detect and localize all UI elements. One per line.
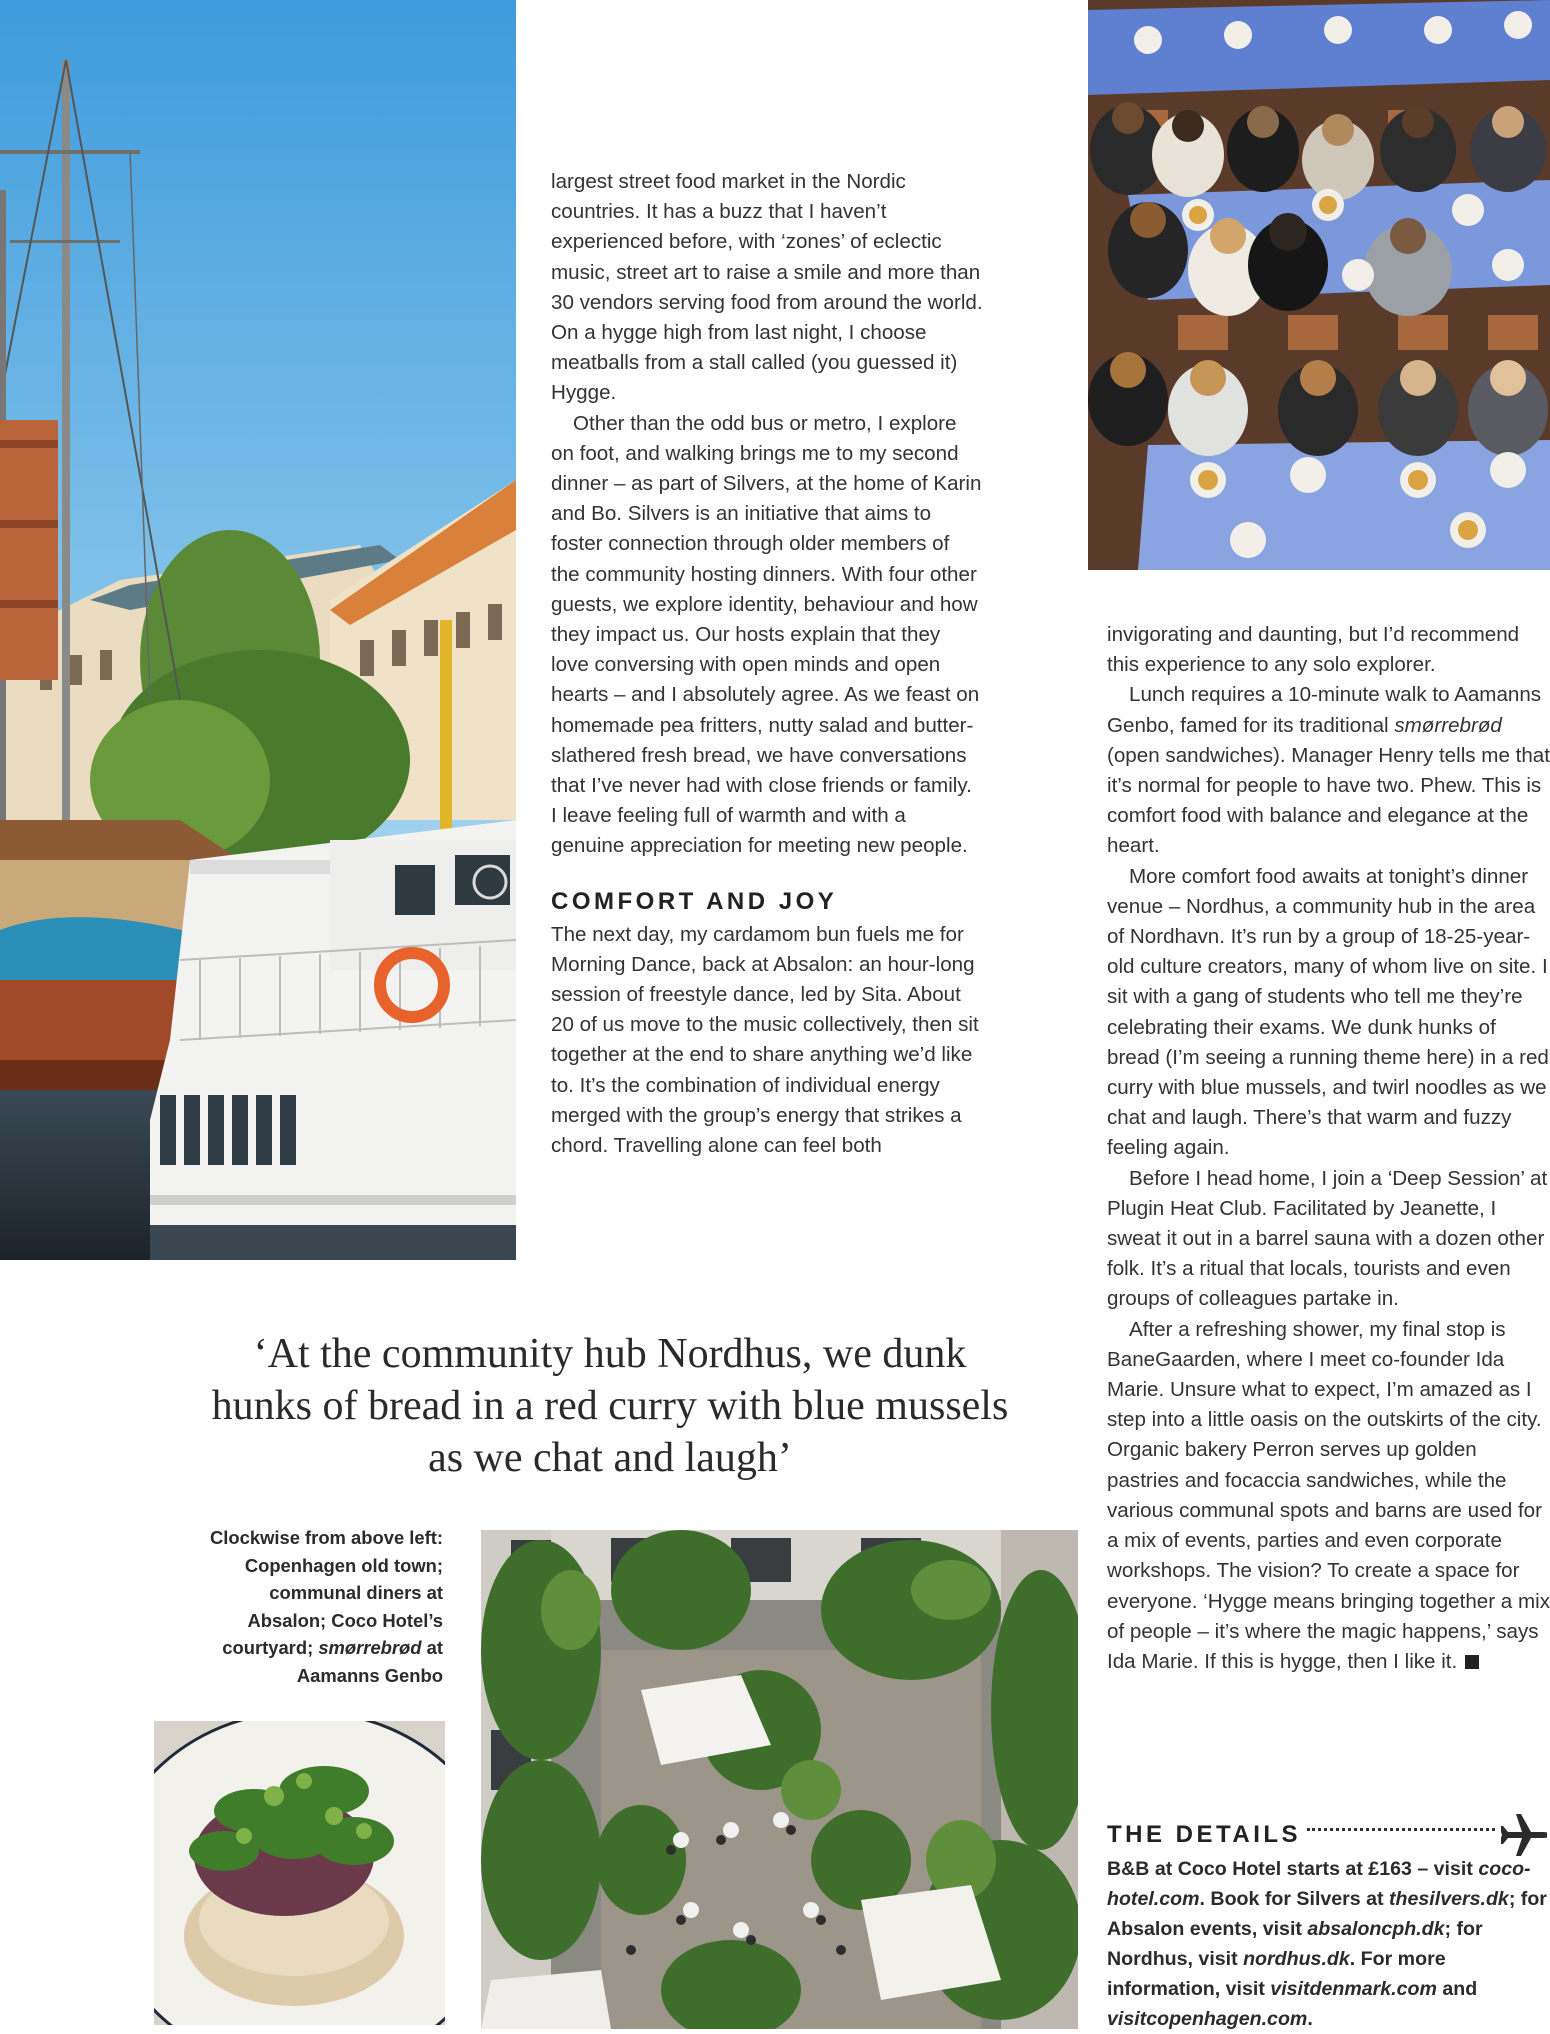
courtyard-photo — [481, 1530, 1078, 2029]
link-silvers[interactable]: thesilvers.dk — [1389, 1888, 1509, 1910]
body-paragraph: Lunch requires a 10-minute walk to Aamanns Genbo, famed for its traditional smørrebrød (open sandwiches). Manager Henry tells me that it’s normal for people to have two. Phew. This is comfort food with balance and elegance at the heart. — [1107, 683, 1550, 858]
body-paragraph: Before I head home, I join a ‘Deep Session’ at Plugin Heat Club. Facilitated by Jeanette, I sweat it out in a barrel sauna with a dozen other folk. It’s a ritual that locals, tourists and even groups of colleagues partake in. — [1107, 1166, 1548, 1311]
link-absalon[interactable]: absaloncph.dk — [1307, 1918, 1445, 1940]
diners-photo — [1088, 0, 1550, 570]
italic-term: smørrebrød — [1394, 713, 1502, 737]
dotted-leader — [1307, 1828, 1495, 1831]
link-visitcopenhagen[interactable]: visitcopenhagen.com — [1107, 2008, 1308, 2030]
details-heading: THE DETAILS — [1107, 1821, 1302, 1848]
link-coco-hotel[interactable]: coco-hotel.com — [1107, 1858, 1531, 1910]
pull-quote: ‘At the community hub Nordhus, we dunk hunks of bread in a red curry with blue mussels as we chat and laugh’ — [211, 1331, 1009, 1481]
photo-caption: Clockwise from above left: Copenhagen old town; communal diners at Absalon; Coco Hotel’s courtyard; smørrebrød at Aamanns Genbo — [209, 1527, 443, 1686]
body-paragraph: invigorating and daunting, but I’d recommend this experience to any solo explorer. — [1107, 623, 1520, 677]
body-paragraph: The next day, my cardamom bun fuels me for Morning Dance, back at Absalon: an hour-long session of freestyle dance, led by Sita. About 20 of us move to the music collectively, then sit together at the end to share anything we’d like to. It’s the combination of individual energy merged with the group’s energy that strikes a chord. Travelling alone can feel both — [551, 922, 979, 1158]
food-photo — [154, 1721, 445, 2025]
body-paragraph: Other than the odd bus or metro, I explore on foot, and walking brings me to my second dinner – as part of Silvers, at the home of Karin and Bo. Silvers is an initiative that aims to foster connection through older members of the community hosting dinners. With four other guests, we explore identity, behaviour and how they impact us. Our hosts explain that they love conversing with open minds and open hearts – and I absolutely agree. As we feast on homemade pea fritters, nutty salad and butter-slathered fresh bread, we have conversations that I’ve never had with close friends or family. I leave feeling full of warmth and with a genuine appreciation for meeting new people. — [551, 411, 982, 858]
hero-photo — [0, 0, 516, 1260]
body-paragraph: After a refreshing shower, my final stop is BaneGaarden, where I meet co-founder Ida Marie. Unsure what to expect, I’m amazed as I step into a little oasis on the outskirts of the city. Organic bakery Perron serves up golden pastries and focaccia sandwiches, while the various communal spots and barns are used for a mix of events, parties and even corporate workshops. The vision? To create a space for everyone. ‘Hygge means bringing together a mix of people – it’s where the magic happens,’ says Ida Marie. If this is hygge, then I like it. — [1107, 1317, 1550, 1673]
body-paragraph: More comfort food awaits at tonight’s dinner venue – Nordhus, a community hub in the area of Nordhavn. It’s run by a group of 18-25-year-old culture creators, many of whom live on site. I sit with a gang of students who tell me they’re celebrating their exams. We dunk hunks of bread (I’m seeing a running theme here) in a red curry with blue mussels, and twirl noodles as we chat and laugh. There’s that warm and fuzzy feeling again. — [1107, 864, 1549, 1160]
link-nordhus[interactable]: nordhus.dk — [1243, 1948, 1350, 1970]
section-heading: COMFORT AND JOY — [551, 887, 838, 915]
end-mark-icon — [1465, 1655, 1479, 1669]
article-column-2 — [1107, 620, 1550, 1677]
link-visitdenmark[interactable]: visitdenmark.com — [1270, 1978, 1437, 2000]
details-body: B&B at Coco Hotel starts at £163 – visit coco-hotel.com. Book for Silvers at thesilvers.dk; for Absalon events, visit absaloncph.dk; for Nordhus, visit nordhus.dk. For more information, visit visitdenmark.com and visitcopenhagen.com. — [1107, 1858, 1547, 2030]
body-paragraph: largest street food market in the Nordic countries. It has a buzz that I haven’t experienced before, with ‘zones’ of eclectic music, street art to raise a smile and more than 30 vendors serving food from around the world. On a hygge high from last night, I choose meatballs from a stall called (you guessed it) Hygge. — [551, 170, 983, 405]
article-column-1 — [551, 167, 983, 1161]
details-heading-row — [1107, 1817, 1547, 1853]
